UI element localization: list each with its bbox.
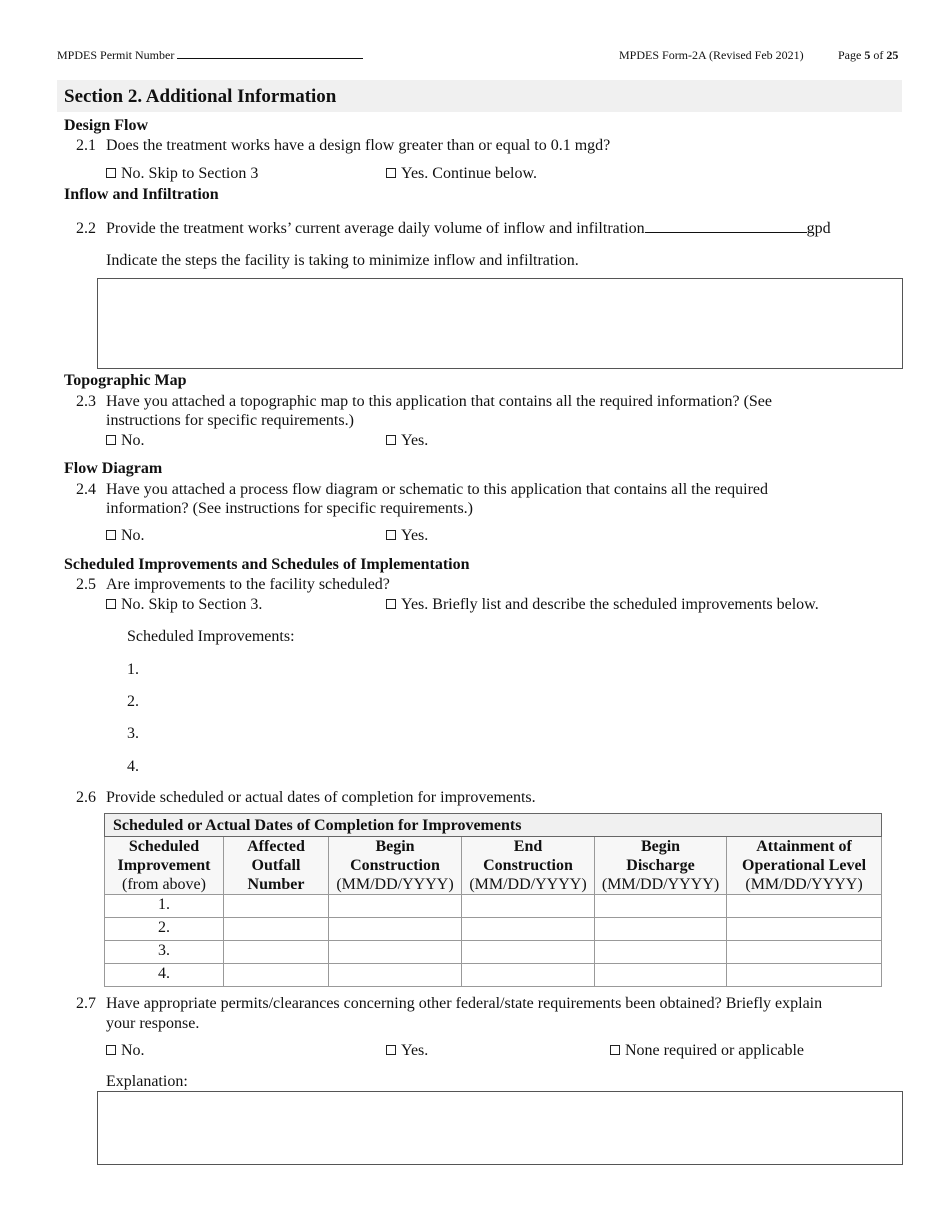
checkbox-icon[interactable]: [106, 168, 116, 178]
topo-heading: Topographic Map: [64, 372, 187, 389]
col-header-affected-outfall: Affected Outfall Number: [224, 837, 329, 895]
checkbox-icon[interactable]: [106, 1045, 116, 1055]
table-row: [105, 964, 882, 987]
q22-steps-prompt: Indicate the steps the facility is taking to minimize inflow and infiltration.: [106, 252, 579, 269]
table-row: [105, 895, 882, 918]
checkbox-icon[interactable]: [386, 168, 396, 178]
q27-question-line1: Have appropriate permits/clearances concerning other federal/state requirements been obtained? Briefly explain: [106, 995, 823, 1012]
table-header-row: [105, 837, 882, 895]
col-header-scheduled-improvement: Scheduled Improvement (from above): [105, 837, 224, 895]
q25-question: Are improvements to the facility scheduled?: [106, 576, 390, 593]
attainment-cell[interactable]: [727, 895, 882, 918]
outfall-cell[interactable]: [224, 941, 329, 964]
checkbox-icon[interactable]: [386, 435, 396, 445]
checkbox-icon[interactable]: [106, 530, 116, 540]
q27-option-no[interactable]: No.: [106, 1042, 145, 1060]
q23-question-line2: instructions for specific requirements.): [106, 412, 354, 429]
checkbox-icon[interactable]: [386, 599, 396, 609]
q25-number: 2.5: [76, 576, 96, 593]
q23-number: 2.3: [76, 393, 96, 410]
q24-option-yes[interactable]: Yes.: [386, 527, 428, 545]
attainment-cell[interactable]: [727, 918, 882, 941]
begin-discharge-cell[interactable]: [595, 918, 727, 941]
begin-discharge-cell[interactable]: [595, 895, 727, 918]
flow-diagram-heading: Flow Diagram: [64, 460, 163, 477]
q25-option-yes[interactable]: Yes. Briefly list and describe the scheduled improvements below.: [386, 596, 819, 614]
q24-question-line2: information? (See instructions for specific requirements.): [106, 500, 473, 517]
table-row: [105, 918, 882, 941]
section-title: Section 2. Additional Information: [64, 86, 337, 107]
outfall-cell[interactable]: [224, 918, 329, 941]
q26-number: 2.6: [76, 789, 96, 806]
checkbox-icon[interactable]: [610, 1045, 620, 1055]
improvement-item: 1.: [127, 661, 139, 678]
completion-dates-table: [104, 813, 882, 987]
q23-question-line1: Have you attached a topographic map to this application that contains all the required information? (See: [106, 393, 772, 410]
q22-question: Provide the treatment works’ current average daily volume of inflow and infiltration gpd: [106, 220, 831, 237]
row-number-cell: 1.: [105, 895, 224, 918]
begin-discharge-cell[interactable]: [595, 964, 727, 987]
improvement-item: 3.: [127, 725, 139, 742]
q24-number: 2.4: [76, 481, 96, 498]
design-flow-heading: Design Flow: [64, 117, 148, 134]
q21-question: Does the treatment works have a design flow greater than or equal to 0.1 mgd?: [106, 137, 611, 154]
q22-number: 2.2: [76, 220, 96, 237]
form-label: MPDES Form-2A (Revised Feb 2021): [619, 48, 804, 62]
attainment-cell[interactable]: [727, 964, 882, 987]
permit-number-field[interactable]: [177, 58, 363, 59]
improvement-item: 4.: [127, 758, 139, 775]
checkbox-icon[interactable]: [106, 599, 116, 609]
page-number: Page 5 of 25: [838, 48, 899, 62]
outfall-cell[interactable]: [224, 895, 329, 918]
col-header-attainment: Attainment of Operational Level (MM/DD/YYYY): [727, 837, 882, 895]
end-construction-cell[interactable]: [462, 918, 595, 941]
end-construction-cell[interactable]: [462, 895, 595, 918]
inflow-steps-textbox[interactable]: [97, 278, 903, 369]
q24-option-no[interactable]: No.: [106, 527, 145, 545]
q26-question: Provide scheduled or actual dates of completion for improvements.: [106, 789, 536, 806]
q25-option-no[interactable]: No. Skip to Section 3.: [106, 596, 262, 614]
end-construction-cell[interactable]: [462, 964, 595, 987]
permit-number-label: MPDES Permit Number: [57, 48, 363, 63]
checkbox-icon[interactable]: [386, 530, 396, 540]
col-header-begin-construction: Begin Construction (MM/DD/YYYY): [329, 837, 462, 895]
q24-question-line1: Have you attached a process flow diagram or schematic to this application that contains all the required: [106, 481, 768, 498]
outfall-cell[interactable]: [224, 964, 329, 987]
q23-option-yes[interactable]: Yes.: [386, 432, 428, 450]
row-number-cell: 4.: [105, 964, 224, 987]
q21-option-yes[interactable]: Yes. Continue below.: [386, 165, 537, 183]
q21-number: 2.1: [76, 137, 96, 154]
checkbox-icon[interactable]: [386, 1045, 396, 1055]
begin-construction-cell[interactable]: [329, 895, 462, 918]
row-number-cell: 3.: [105, 941, 224, 964]
table-caption: Scheduled or Actual Dates of Completion for Improvements: [105, 814, 882, 837]
q27-option-yes[interactable]: Yes.: [386, 1042, 428, 1060]
q27-question-line2: your response.: [106, 1015, 200, 1032]
inflow-volume-field[interactable]: [645, 232, 807, 233]
col-header-begin-discharge: Begin Discharge (MM/DD/YYYY): [595, 837, 727, 895]
begin-construction-cell[interactable]: [329, 918, 462, 941]
table-row: [105, 941, 882, 964]
q27-option-none[interactable]: None required or applicable: [610, 1042, 804, 1060]
improvements-list-label: Scheduled Improvements:: [127, 628, 295, 645]
q21-option-no[interactable]: No. Skip to Section 3: [106, 165, 258, 183]
inflow-heading: Inflow and Infiltration: [64, 186, 219, 203]
improvements-heading: Scheduled Improvements and Schedules of Implementation: [64, 556, 470, 573]
begin-discharge-cell[interactable]: [595, 941, 727, 964]
q27-number: 2.7: [76, 995, 96, 1012]
improvement-item: 2.: [127, 693, 139, 710]
explanation-textbox[interactable]: [97, 1091, 903, 1165]
q23-option-no[interactable]: No.: [106, 432, 145, 450]
begin-construction-cell[interactable]: [329, 941, 462, 964]
end-construction-cell[interactable]: [462, 941, 595, 964]
row-number-cell: 2.: [105, 918, 224, 941]
attainment-cell[interactable]: [727, 941, 882, 964]
explanation-label: Explanation:: [106, 1073, 188, 1090]
col-header-end-construction: End Construction (MM/DD/YYYY): [462, 837, 595, 895]
checkbox-icon[interactable]: [106, 435, 116, 445]
begin-construction-cell[interactable]: [329, 964, 462, 987]
